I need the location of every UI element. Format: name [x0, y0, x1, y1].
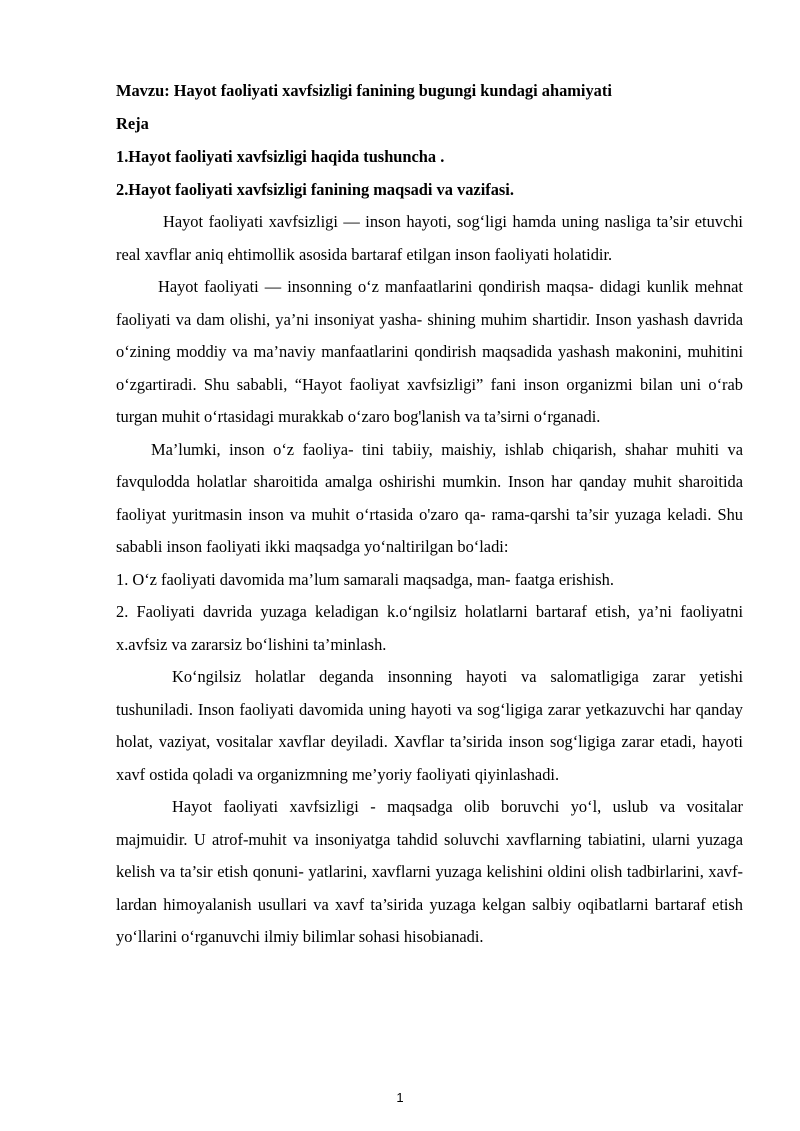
list-item: 1. O‘z faoliyati davomida ma’lum samarali maqsadga, man- faatga erishish. — [116, 569, 614, 589]
body-paragraph: Hayot faoliyati — insonning o‘z manfaatlarini qondirish maqsa- didagi kunlik mehnat faoliyati va dam olishi, ya’ni insoniyat yasha- shining muhim shartidir. Inson yashash davrida o‘zining moddiy va ma’naviy manfaatlarini qondirish maqsadida yashash makonini, muhitini o‘zgartiradi. Shu sababli, “Hayot faoliyat xavfsizligi” fani inson organizmi bilan uni o‘rab turgan muhit o‘rtasidagi murakkab o‘zaro bog'lanish va ta’sirni o‘rganadi. — [116, 277, 743, 426]
plan-item: 1.Hayot faoliyati xavfsizligi haqida tushuncha . — [116, 147, 445, 166]
topic-title: Mavzu: Hayot faoliyati xavfsizligi fanining bugungi kundagi ahamiyati — [116, 81, 612, 100]
body-paragraph: Hayot faoliyati xavfsizligi - maqsadga olib boruvchi yo‘l, uslub va vositalar majmuidir. U atrof-muhit va insoniyatga tahdid soluvchi xavflarning tabiatini, ularni yuzaga kelish va ta’sir etish qonuni- yatlarini, xavflarni yuzaga kelishini oldini olish tadbirlarini, xavf- lardan himoyalanish usullari va xavf ta’sirida yuzaga kelgan salbiy oqibatlarni bartaraf etish yo‘llarini o‘rganuvchi ilmiy bilimlar sohasi hisobianadi. — [116, 797, 743, 946]
body-paragraph: Ko‘ngilsiz holatlar deganda insonning hayoti va salomatligiga zarar yetishi tushuniladi. Inson faoliyati davomida uning hayoti va sog‘ligiga zarar yetkazuvchi har qanday holat, vaziyat, vositalar xavflar deyiladi. Xavflar ta’sirida inson sog‘ligiga zarar etadi, hayoti xavf ostida qoladi va organizmning me’yoriy faoliyati qiyinlashadi. — [116, 667, 743, 784]
plan-item: 2.Hayot faoliyati xavfsizligi fanining maqsadi va vazifasi. — [116, 180, 514, 199]
plan-label: Reja — [116, 114, 149, 133]
body-paragraph: Ma’lumki, inson o‘z faoliya- tini tabiiy, maishiy, ishlab chiqarish, shahar muhiti va favqulodda holatlar sharoitida amalga oshirishi mumkin. Inson har qanday muhit sharoitida faoliyat yuritmasin inson va muhit o‘rtasida o'zaro qa- rama-qarshi ta’sir yuzaga keladi. Shu sababli inson faoliyati ikki maqsadga yo‘naltirilgan bo‘ladi: — [116, 439, 743, 556]
page-number: 1 — [396, 1090, 404, 1105]
page-content — [116, 74, 743, 954]
body-paragraph: Hayot faoliyati xavfsizligi — inson hayoti, sog‘ligi hamda uning nasliga ta’sir etuvchi real xavflar aniq ehtimollik asosida bartaraf etilgan inson faoliyati holatidir. — [116, 212, 743, 264]
list-item: 2. Faoliyati davrida yuzaga keladigan k.o‘ngilsiz holatlarni bartaraf etish, ya’ni faoliyatni x.avfsiz va zararsiz bo‘lishini ta’minlash. — [116, 602, 743, 654]
